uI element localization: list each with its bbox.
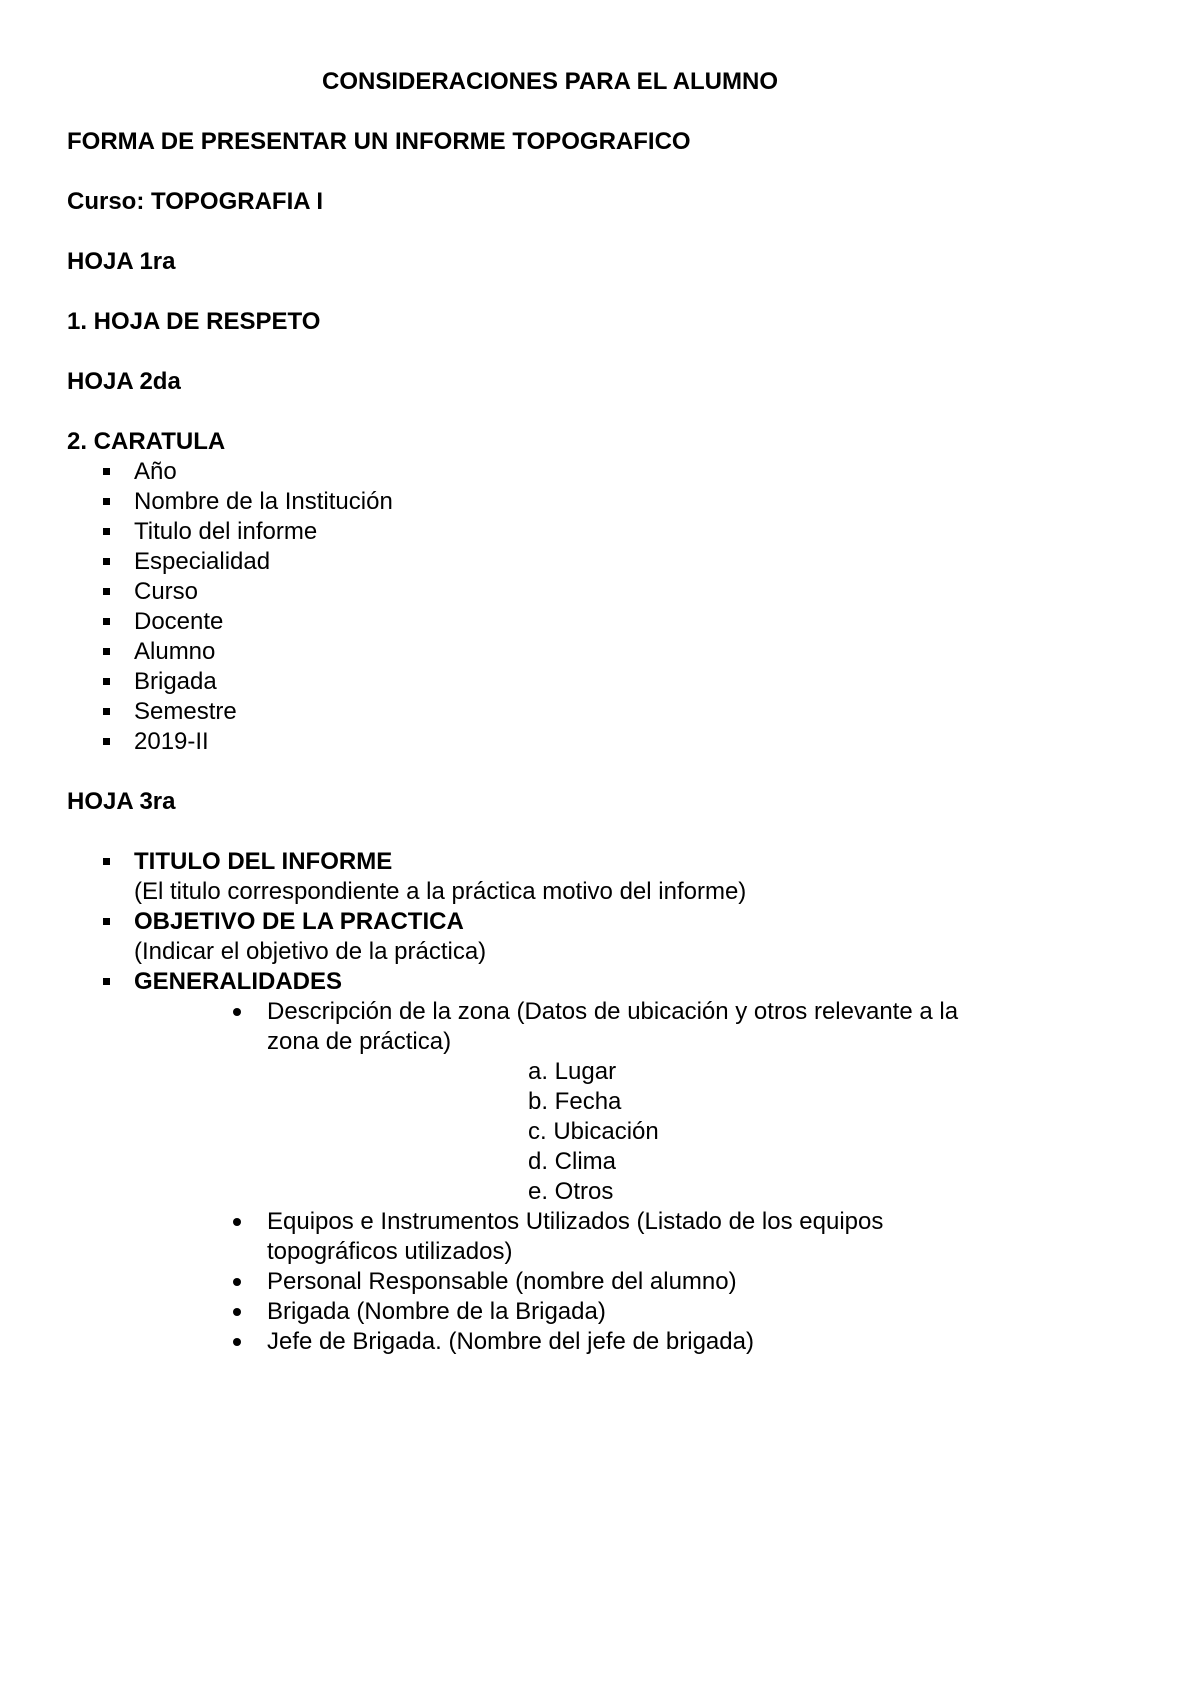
square-bullet-icon [103, 858, 110, 865]
list-item: Nombre de la Institución [134, 488, 393, 515]
square-bullet-icon [103, 978, 110, 985]
list-item: Personal Responsable (nombre del alumno) [267, 1268, 737, 1295]
sheet3-heading: HOJA 3ra [67, 788, 176, 815]
round-bullet-icon [233, 1278, 241, 1286]
square-bullet-icon [103, 528, 110, 535]
sheet1-heading: HOJA 1ra [67, 248, 176, 275]
section-title: GENERALIDADES [134, 968, 343, 995]
sheet1-item: 1. HOJA DE RESPETO [67, 308, 321, 335]
square-bullet-icon [103, 558, 110, 565]
list-item-continuation: zona de práctica) [267, 1028, 452, 1055]
square-bullet-icon [103, 588, 110, 595]
round-bullet-icon [233, 1338, 241, 1346]
zone-subitem: c. Ubicación [528, 1118, 659, 1145]
sheet2-heading: HOJA 2da [67, 368, 181, 395]
sheet2-item: 2. CARATULA [67, 428, 226, 455]
zone-subitem: a. Lugar [528, 1058, 617, 1085]
course-label: Curso: TOPOGRAFIA I [67, 188, 324, 215]
list-item: Descripción de la zona (Datos de ubicación y otros relevante a la [267, 998, 959, 1025]
list-item: Alumno [134, 638, 216, 665]
section-note: (Indicar el objetivo de la práctica) [134, 938, 487, 965]
list-item: Curso [134, 578, 199, 605]
square-bullet-icon [103, 648, 110, 655]
section-note: (El titulo correspondiente a la práctica motivo del informe) [134, 878, 747, 905]
document-subtitle: FORMA DE PRESENTAR UN INFORME TOPOGRAFICO [67, 128, 691, 155]
list-item: Semestre [134, 698, 237, 725]
list-item: Brigada [134, 668, 217, 695]
square-bullet-icon [103, 618, 110, 625]
list-item: Docente [134, 608, 224, 635]
square-bullet-icon [103, 918, 110, 925]
round-bullet-icon [233, 1308, 241, 1316]
square-bullet-icon [103, 738, 110, 745]
section-title: OBJETIVO DE LA PRACTICA [134, 908, 464, 935]
zone-subitem: b. Fecha [528, 1088, 622, 1115]
list-item: 2019-II [134, 728, 209, 755]
document-title: CONSIDERACIONES PARA EL ALUMNO [321, 68, 779, 95]
zone-subitem: d. Clima [528, 1148, 617, 1175]
section-title: TITULO DEL INFORME [134, 848, 393, 875]
square-bullet-icon [103, 678, 110, 685]
round-bullet-icon [233, 1008, 241, 1016]
list-item: Brigada (Nombre de la Brigada) [267, 1298, 606, 1325]
list-item: Especialidad [134, 548, 271, 575]
list-item: Jefe de Brigada. (Nombre del jefe de brigada) [267, 1328, 754, 1355]
list-item: Año [134, 458, 177, 485]
list-item-continuation: topográficos utilizados) [267, 1238, 513, 1265]
zone-subitem: e. Otros [528, 1178, 614, 1205]
list-item: Titulo del informe [134, 518, 318, 545]
square-bullet-icon [103, 708, 110, 715]
list-item: Equipos e Instrumentos Utilizados (Listado de los equipos [267, 1208, 884, 1235]
round-bullet-icon [233, 1218, 241, 1226]
square-bullet-icon [103, 468, 110, 475]
square-bullet-icon [103, 498, 110, 505]
